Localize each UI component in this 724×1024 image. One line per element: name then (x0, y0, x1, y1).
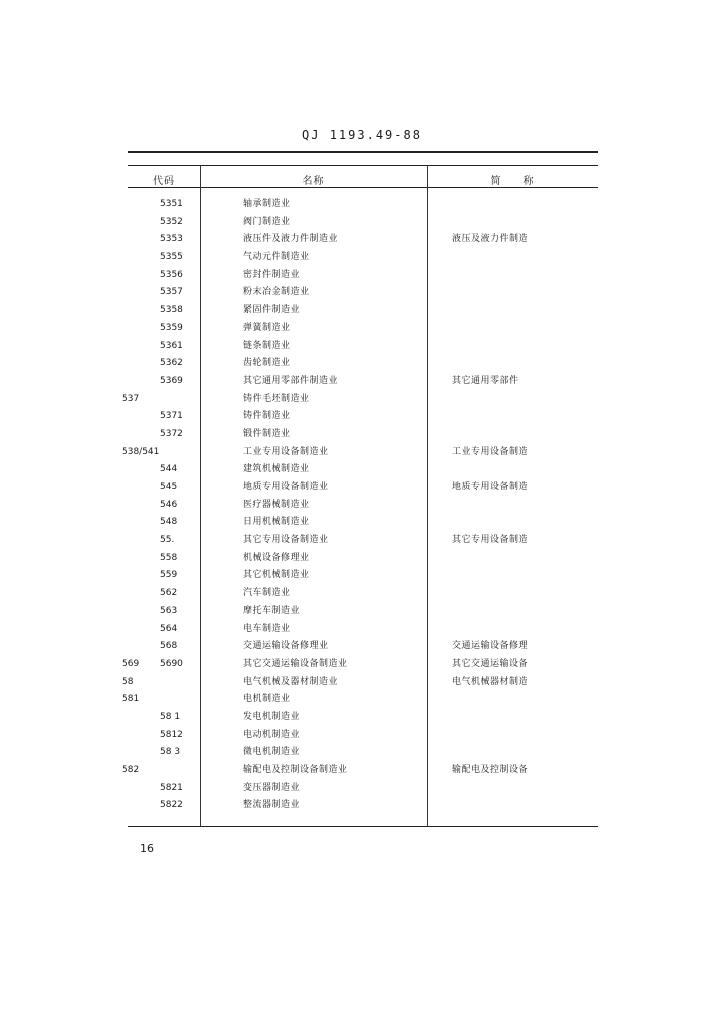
table-row (0, 656, 724, 674)
code-level-1: 537 (122, 393, 140, 404)
industry-name: 交通运输设备修理业 (243, 641, 329, 652)
industry-name: 轴承制造业 (243, 199, 291, 209)
short-name: 地质专用设备制造 (452, 482, 529, 492)
industry-name: 齿轮制造业 (243, 358, 291, 369)
table-row (0, 550, 724, 568)
industry-name: 发电机制造业 (243, 711, 301, 722)
table-row (0, 214, 724, 232)
code-level-2: 563 (160, 605, 178, 616)
industry-name: 其它交通运输设备制造业 (243, 658, 348, 669)
table-row (0, 231, 724, 249)
code-level-1: 58 (122, 676, 134, 687)
table-row (0, 373, 724, 391)
short-name: 输配电及控制设备 (452, 765, 529, 775)
header-rule-top (128, 165, 598, 166)
column-header-name: 名称 (302, 176, 325, 187)
industry-name: 建筑机械制造业 (243, 464, 310, 475)
code-level-2: 5822 (160, 800, 183, 811)
column-header-short: 简 称 (490, 176, 535, 187)
short-name: 其它通用零部件 (452, 375, 519, 386)
industry-name: 粉末冶金制造业 (243, 287, 310, 298)
table-row (0, 426, 724, 444)
table-row (0, 479, 724, 497)
industry-name: 铸件毛坯制造业 (243, 393, 310, 404)
code-level-2: 5690 (160, 658, 183, 669)
code-level-2: 5812 (160, 729, 183, 740)
code-level-1: 538/541 (122, 446, 160, 457)
code-level-2: 55. (160, 535, 175, 546)
industry-name: 汽车制造业 (243, 588, 291, 599)
industry-name: 整流器制造业 (243, 800, 301, 811)
code-level-2: 5821 (160, 782, 183, 793)
table-row (0, 284, 724, 302)
industry-name: 微电机制造业 (243, 747, 301, 758)
short-name: 其它专用设备制造 (452, 535, 529, 546)
code-level-1: 582 (122, 765, 140, 775)
code-level-2: 5359 (160, 322, 183, 333)
code-level-2: 5361 (160, 340, 183, 351)
table-row (0, 744, 724, 762)
code-level-2: 58 1 (160, 711, 181, 722)
industry-name: 其它专用设备制造业 (243, 535, 329, 546)
table-row (0, 709, 724, 727)
industry-name: 阀门制造业 (243, 216, 291, 227)
page-number: 16 (140, 842, 154, 855)
industry-name: 日用机械制造业 (243, 517, 310, 528)
code-level-2: 544 (160, 464, 178, 475)
short-name: 工业专用设备制造 (452, 446, 529, 457)
table-row (0, 444, 724, 462)
table-row (0, 532, 724, 550)
industry-name: 工业专用设备制造业 (243, 446, 329, 457)
code-level-2: 562 (160, 588, 178, 599)
industry-name: 液压件及液力件制造业 (243, 234, 339, 245)
table-row (0, 461, 724, 479)
industry-name: 医疗器械制造业 (243, 499, 310, 510)
industry-name: 紧固件制造业 (243, 305, 301, 316)
table-row (0, 302, 724, 320)
table-row (0, 621, 724, 639)
table-body (0, 196, 724, 815)
code-level-2: 545 (160, 482, 178, 492)
table-row (0, 514, 724, 532)
code-level-2: 5355 (160, 252, 183, 263)
document-number: QJ 1193.49-88 (302, 128, 422, 142)
industry-name: 锻件制造业 (243, 428, 291, 439)
industry-name: 弹簧制造业 (243, 322, 291, 333)
bottom-rule (128, 826, 598, 827)
table-row (0, 196, 724, 214)
code-level-2: 5358 (160, 305, 183, 316)
table-row (0, 267, 724, 285)
table-row (0, 338, 724, 356)
code-level-1: 581 (122, 694, 140, 705)
industry-name: 电机制造业 (243, 694, 291, 705)
table-row (0, 603, 724, 621)
industry-name: 电气机械及器材制造业 (243, 676, 339, 687)
short-name: 其它交通运输设备 (452, 658, 529, 669)
table-row (0, 320, 724, 338)
industry-name: 铸件制造业 (243, 411, 291, 422)
table-row (0, 797, 724, 815)
code-level-2: 5372 (160, 428, 183, 439)
industry-name: 摩托车制造业 (243, 605, 301, 616)
code-level-2: 546 (160, 499, 178, 510)
code-level-2: 564 (160, 623, 178, 634)
short-name: 液压及液力件制造 (452, 234, 529, 245)
table-row (0, 391, 724, 409)
code-level-2: 548 (160, 517, 178, 528)
code-level-1: 569 (122, 658, 140, 669)
industry-name: 地质专用设备制造业 (243, 482, 329, 492)
table-row (0, 355, 724, 373)
table-row (0, 674, 724, 692)
short-name: 电气机械器材制造 (452, 676, 529, 687)
table-row (0, 691, 724, 709)
industry-name: 输配电及控制设备制造业 (243, 765, 348, 775)
code-level-2: 58 3 (160, 747, 181, 758)
table-row (0, 585, 724, 603)
table-row (0, 249, 724, 267)
code-level-2: 5369 (160, 375, 183, 386)
code-level-2: 5352 (160, 216, 183, 227)
industry-name: 电车制造业 (243, 623, 291, 634)
industry-name: 其它通用零部件制造业 (243, 375, 339, 386)
code-level-2: 558 (160, 552, 178, 563)
table-row (0, 727, 724, 745)
industry-name: 机械设备修理业 (243, 552, 310, 563)
table-row (0, 408, 724, 426)
code-level-2: 568 (160, 641, 178, 652)
industry-name: 变压器制造业 (243, 782, 301, 793)
table-row (0, 780, 724, 798)
industry-name: 其它机械制造业 (243, 570, 310, 581)
industry-name: 密封件制造业 (243, 269, 301, 280)
code-level-2: 5371 (160, 411, 183, 422)
header-rule-bottom (128, 187, 598, 188)
code-level-2: 5356 (160, 269, 183, 280)
code-level-2: 559 (160, 570, 178, 581)
industry-name: 链条制造业 (243, 340, 291, 351)
code-level-2: 5353 (160, 234, 183, 245)
top-rule-thick (128, 151, 598, 153)
code-level-2: 5351 (160, 199, 183, 209)
table-row (0, 638, 724, 656)
column-header-code: 代码 (153, 176, 175, 187)
short-name: 交通运输设备修理 (452, 641, 529, 652)
table-row (0, 762, 724, 780)
table-row (0, 567, 724, 585)
table-row (0, 497, 724, 515)
industry-name: 气动元件制造业 (243, 252, 310, 263)
code-level-2: 5357 (160, 287, 183, 298)
code-level-2: 5362 (160, 358, 183, 369)
industry-name: 电动机制造业 (243, 729, 301, 740)
